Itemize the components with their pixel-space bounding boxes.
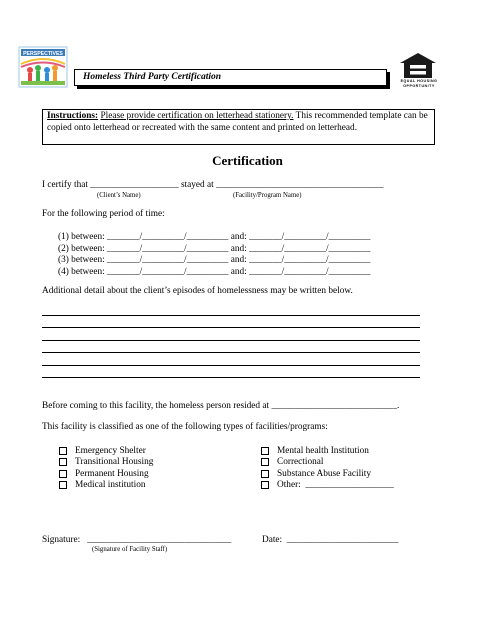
type-option-emergency-shelter[interactable] (59, 445, 153, 457)
type-option-transitional-housing[interactable] (59, 457, 153, 469)
period-row-1[interactable]: (1) between: _______/_________/_________ and: _______/_________/_________ (58, 232, 371, 242)
instructions-box (42, 109, 435, 145)
period-row-4[interactable]: (4) between: _______/_________/_________ and: _______/_________/_________ (58, 266, 371, 277)
instructions-text: This recommended template can be copied onto letterhead or recreated with the same content and printed on letterhead. (47, 111, 428, 133)
type-label: Substance Abuse Facility (277, 468, 371, 479)
form-title: Homeless Third Party Certification (74, 69, 387, 86)
writing-line (42, 328, 420, 341)
writing-line (42, 303, 420, 316)
perspectives-logo (18, 46, 68, 88)
type-option-correctional[interactable] (261, 457, 394, 469)
instructions-label: Instructions: (47, 111, 99, 121)
resided-text: Before coming to this facility, the homeless person resided at (42, 401, 270, 411)
certify-text: I certify that (42, 180, 88, 190)
signature-field[interactable]: _______________________________ (87, 535, 232, 545)
checkbox[interactable] (59, 481, 67, 489)
facility-name-caption: (Facility/Program Name) (233, 192, 302, 199)
facility-name-field[interactable]: ____________________________________ (216, 180, 384, 190)
checkbox[interactable] (59, 470, 67, 478)
eho-caption: EQUAL HOUSING OPPORTUNITY (400, 79, 438, 88)
resided-line (42, 401, 399, 411)
type-label: Emergency Shelter (75, 445, 146, 456)
signature-caption: (Signature of Facility Staff) (92, 546, 168, 553)
type-option-other[interactable] (261, 480, 394, 492)
logo-text: PERSPECTIVES (23, 51, 63, 57)
type-label: Medical institution (75, 480, 146, 491)
signature-label: Signature: (42, 535, 81, 545)
type-label: Permanent Housing (75, 468, 149, 479)
facility-types-right (261, 445, 394, 491)
writing-line (42, 353, 420, 366)
additional-detail-label: Additional detail about the client’s episodes of homelessness may be written below. (42, 286, 353, 296)
type-option-permanent-housing[interactable] (59, 468, 153, 480)
period-label: For the following period of time: (42, 209, 165, 219)
stayed-at-text: stayed at (180, 180, 214, 190)
certify-line (42, 180, 383, 190)
type-label: Transitional Housing (75, 457, 154, 468)
checkbox[interactable] (261, 481, 269, 489)
writing-line (42, 366, 420, 379)
client-name-caption: (Client’s Name) (97, 192, 141, 199)
type-label: Other: ___________________ (277, 480, 394, 491)
resided-field[interactable]: ___________________________. (271, 401, 400, 411)
signature-line (42, 535, 231, 545)
date-label: Date: (262, 535, 283, 545)
certification-title: Certification (212, 153, 283, 168)
instructions-underlined: Please provide certification on letterhead stationery. (100, 111, 294, 121)
client-name-field[interactable]: ___________________ (90, 180, 179, 190)
type-label: Mental health Institution (277, 445, 369, 456)
checkbox[interactable] (261, 458, 269, 466)
writing-line (42, 316, 420, 329)
additional-detail-area[interactable] (42, 303, 420, 378)
type-option-mental-health[interactable] (261, 445, 394, 457)
type-label: Correctional (277, 457, 324, 468)
checkbox[interactable] (261, 447, 269, 455)
date-field[interactable]: ________________________ (286, 535, 399, 545)
checkbox[interactable] (59, 447, 67, 455)
period-row-3[interactable]: (3) between: _______/_________/_________ and: _______/_________/_________ (58, 255, 371, 265)
type-option-medical-institution[interactable] (59, 480, 153, 492)
writing-line (42, 341, 420, 354)
period-row-2[interactable]: (2) between: _______/_________/_________ and: _______/_________/_________ (58, 243, 371, 254)
checkbox[interactable] (59, 458, 67, 466)
type-option-substance-abuse[interactable] (261, 468, 394, 480)
checkbox[interactable] (261, 470, 269, 478)
date-line (262, 535, 398, 545)
facility-types-left (59, 445, 153, 491)
classified-label: This facility is classified as one of the following types of facilities/programs: (42, 422, 328, 432)
period-list (58, 232, 370, 278)
